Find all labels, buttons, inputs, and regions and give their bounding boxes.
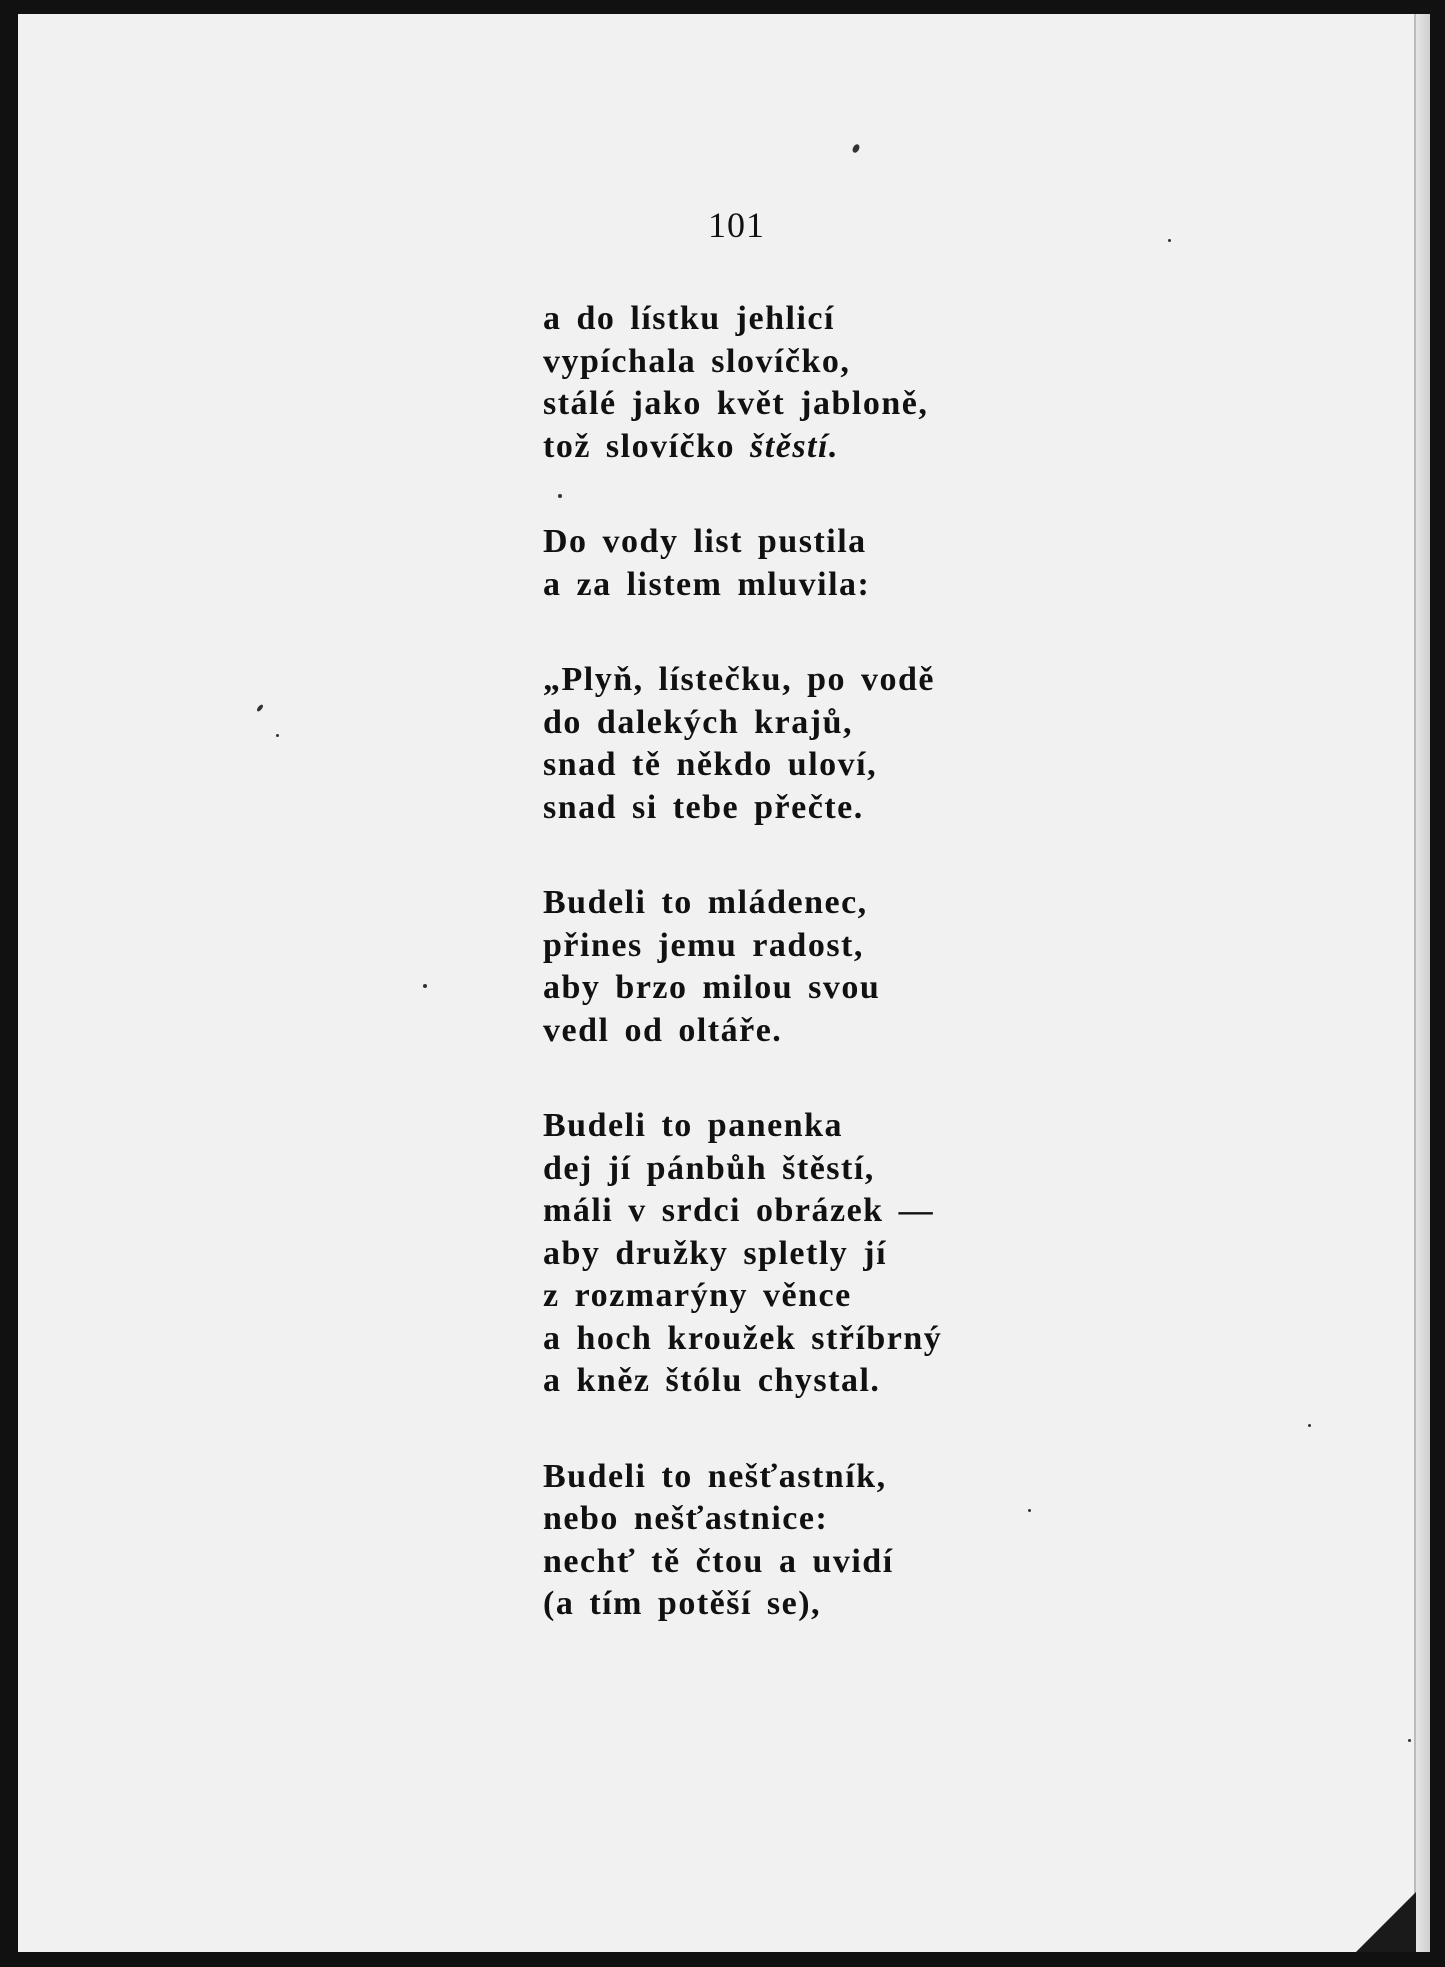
stanza: [543, 298, 942, 468]
scan-speck: [1028, 1509, 1031, 1512]
scan-speck: [1308, 1424, 1311, 1427]
poem-line-text: a za listem mluvila:: [543, 565, 871, 603]
page-edge: [1414, 14, 1430, 1952]
poem-line: [543, 967, 942, 1010]
poem-line-text: a do lístku jehlicí: [543, 300, 835, 337]
poem-line-text: a hoch kroužek stříbrný: [543, 1319, 943, 1357]
scan-speck: [423, 984, 427, 988]
poem-line: [543, 659, 942, 702]
poem-line-text: vypíchala slovíčko,: [543, 342, 851, 380]
poem-line: [543, 1318, 942, 1361]
stanza: [543, 521, 942, 606]
poem-line: [543, 744, 942, 787]
poem-line-text: vedl od oltáře.: [543, 1011, 783, 1049]
poem-line: [543, 925, 942, 968]
poem-line: [543, 1275, 942, 1318]
poem-line-text: (a tím potěší se),: [543, 1585, 822, 1622]
poem-line-text: aby brzo milou svou: [543, 969, 881, 1006]
poem-line-text: máli v srdci obrázek —: [543, 1192, 935, 1229]
poem-line: [543, 1498, 942, 1541]
poem-line: [543, 1541, 942, 1584]
poem-line-text: „Plyň, lístečku, po vodě: [543, 661, 935, 698]
poem-line: [543, 882, 942, 925]
poem-line: [543, 426, 942, 469]
poem-line-text: aby družky spletly jí: [543, 1234, 888, 1272]
poem-line: [543, 564, 942, 607]
poem-line: [543, 298, 942, 341]
poem-line: [543, 1233, 942, 1276]
scan-speck: [256, 704, 264, 713]
poem-line-text: stálé jako květ jabloně,: [543, 385, 929, 422]
emphasized-word: štěstí.: [750, 427, 839, 465]
scan-speck: [1408, 1739, 1411, 1742]
poem-line-text: snad tě někdo uloví,: [543, 746, 878, 783]
stanza: [543, 882, 942, 1052]
poem-line-text: Budeli to panenka: [543, 1107, 844, 1144]
poem-line: [543, 383, 942, 426]
poem-line: [543, 1456, 942, 1499]
scan-speck: [276, 734, 279, 737]
poem-line: [543, 1190, 942, 1233]
poem-line: [543, 702, 942, 745]
poem-line-text: z rozmarýny věnce: [543, 1277, 852, 1314]
scan-speck: [851, 143, 861, 154]
poem-line: [543, 1360, 942, 1403]
page-number: 101: [708, 205, 765, 245]
scan-speck: [1168, 239, 1171, 242]
stanza: [543, 1105, 942, 1403]
poem-line-text: tož slovíčko: [543, 427, 751, 465]
poem-line-text: Do vody list pustila: [543, 523, 867, 560]
poem-line: [543, 1148, 942, 1191]
poem-line-text: Budeli to mládenec,: [543, 884, 868, 921]
poem-line-text: nechť tě čtou a uvidí: [543, 1542, 894, 1580]
poem-line-text: a kněz štólu chystal.: [543, 1362, 881, 1399]
poem-line-text: nebo nešťastnice:: [543, 1500, 829, 1537]
poem-line: [543, 1105, 942, 1148]
stanza: [543, 659, 942, 829]
stanza: [543, 1456, 942, 1626]
poem-line: [543, 1010, 942, 1053]
page-corner: [1356, 1892, 1416, 1952]
poem-line: [543, 521, 942, 564]
poem-line-text: Budeli to nešťastník,: [543, 1457, 887, 1495]
book-page: [18, 14, 1430, 1952]
poem-text: [543, 298, 942, 1626]
poem-line: [543, 341, 942, 384]
poem-line-text: dej jí pánbůh štěstí,: [543, 1149, 875, 1187]
poem-line-text: do dalekých krajů,: [543, 703, 853, 741]
poem-line: [543, 1583, 942, 1626]
poem-line-text: přines jemu radost,: [543, 926, 864, 964]
poem-line: [543, 787, 942, 830]
poem-line-text: snad si tebe přečte.: [543, 788, 864, 826]
